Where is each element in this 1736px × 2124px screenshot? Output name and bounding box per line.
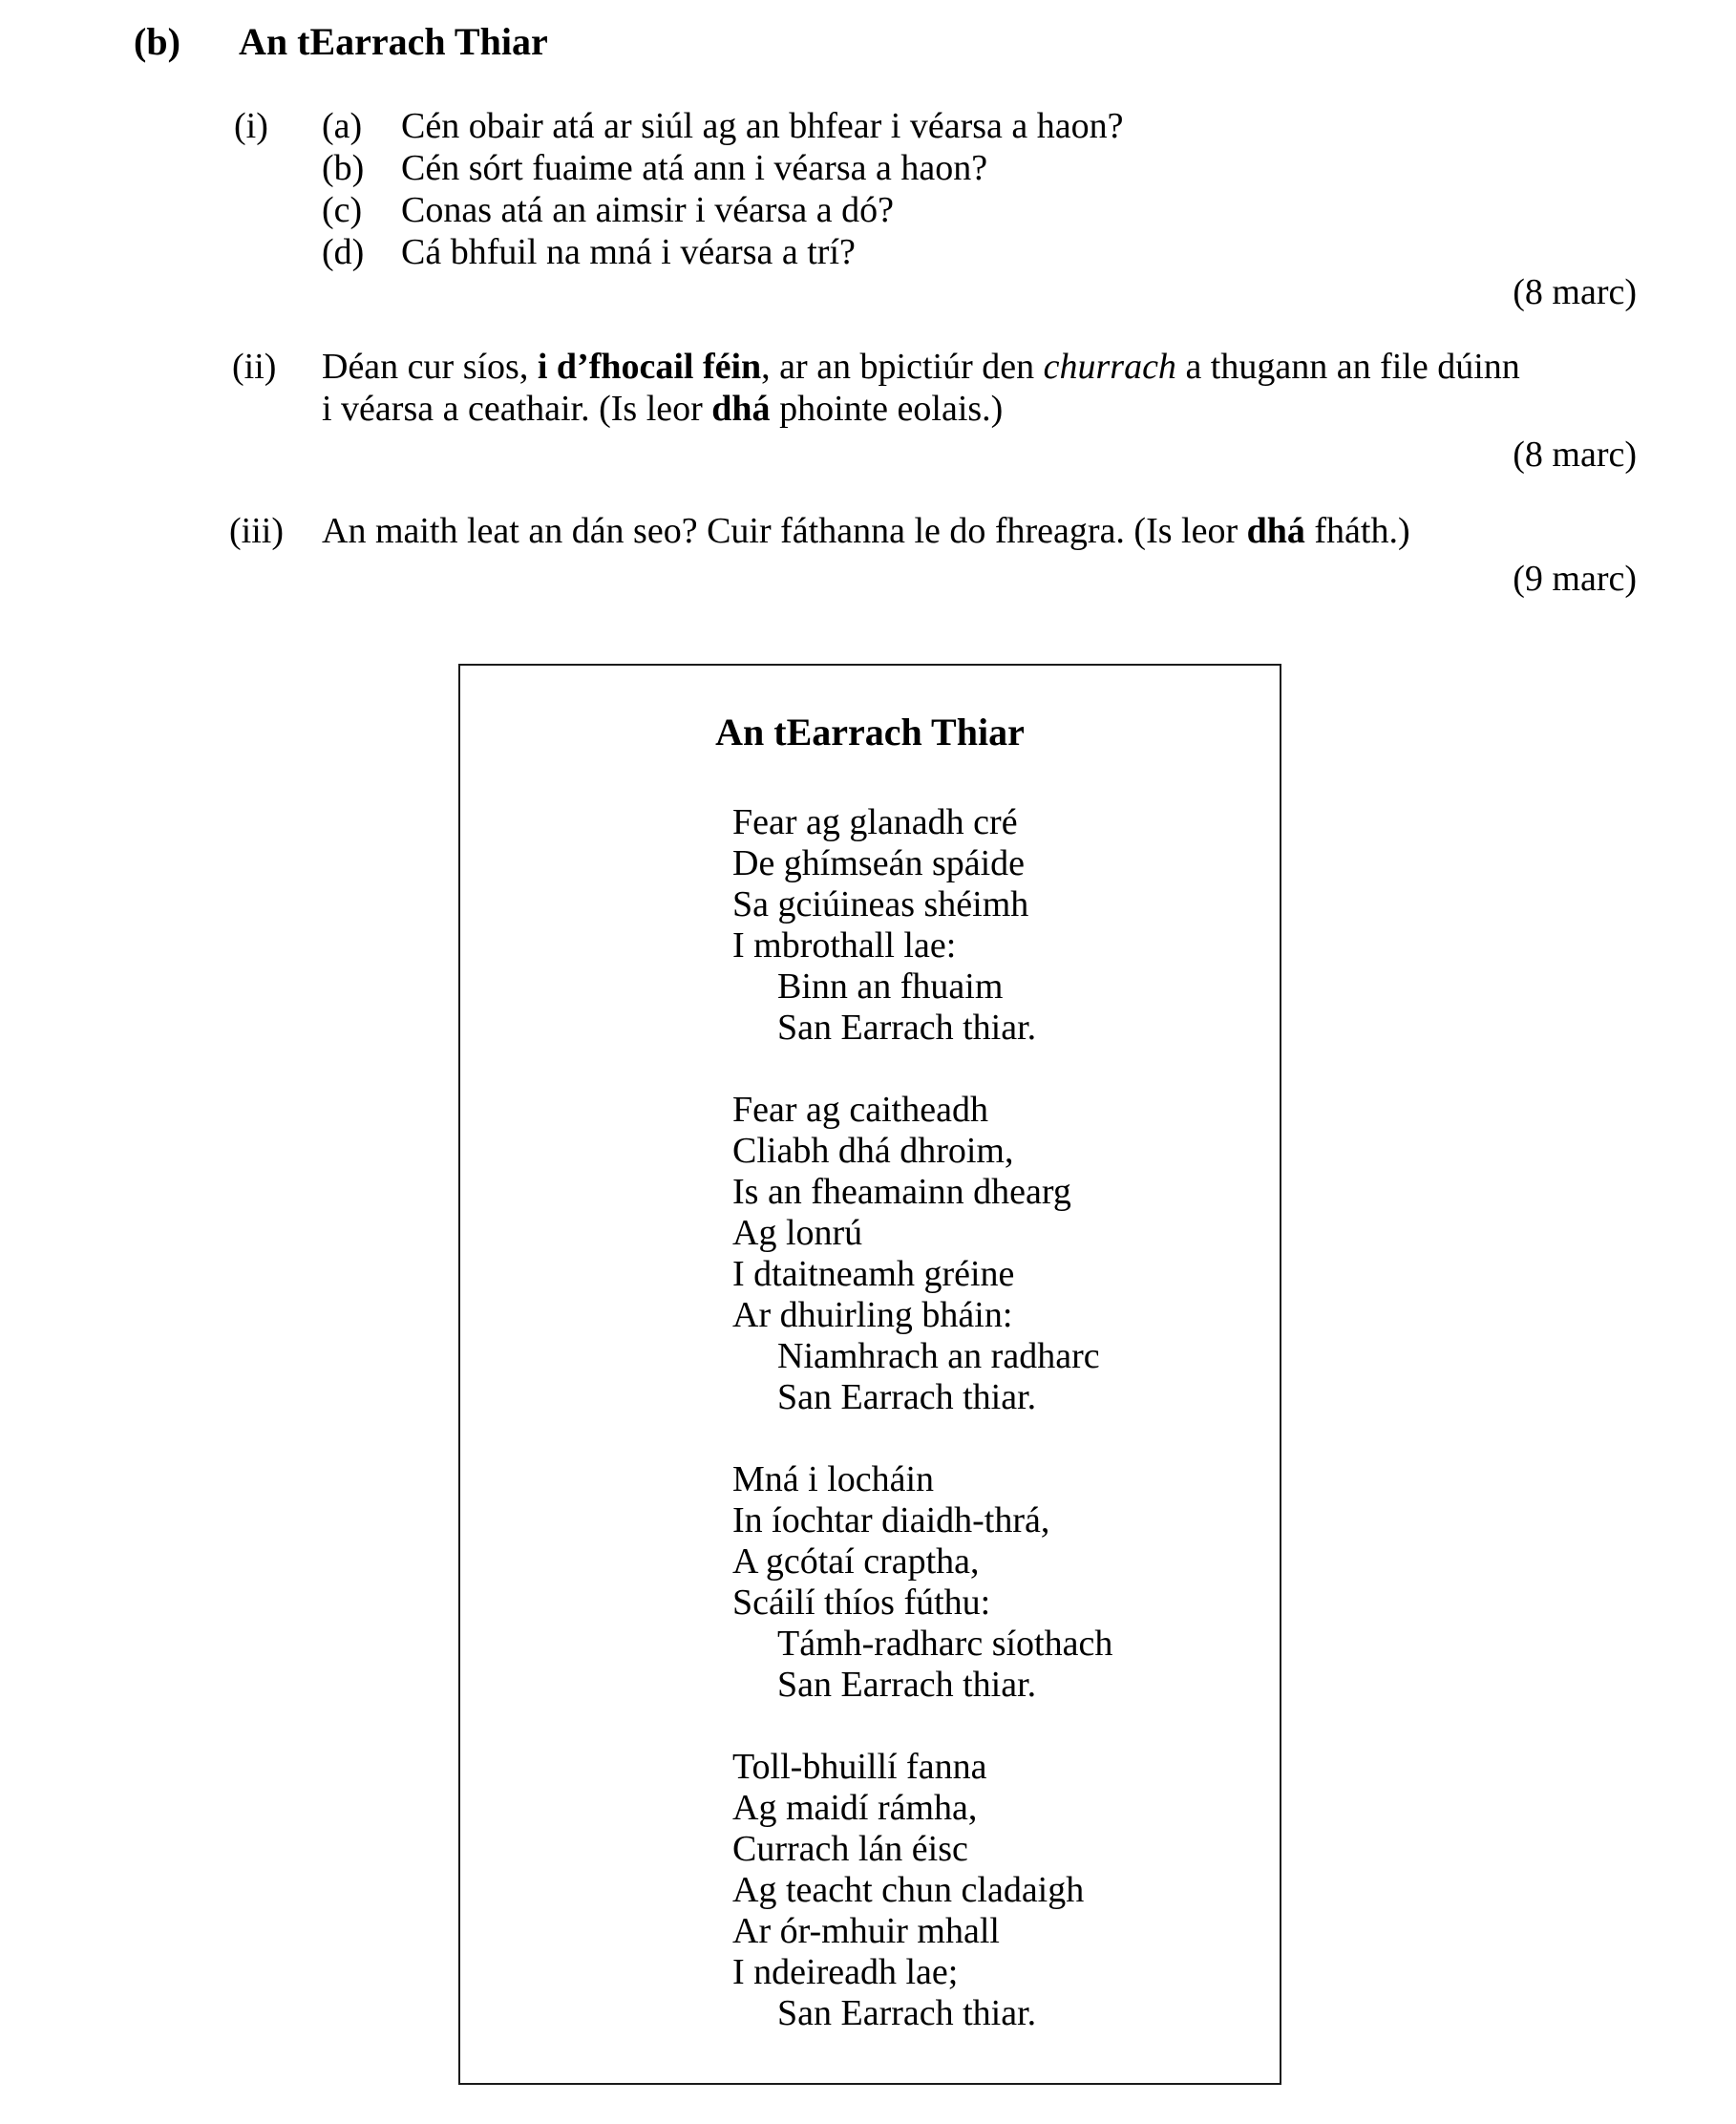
question-letter: (d) — [322, 232, 365, 272]
question-letter: (b) — [322, 148, 365, 188]
part-i-marks: (8 marc) — [1513, 272, 1637, 312]
poem-box — [458, 664, 1281, 2085]
part-ii-question — [322, 346, 1520, 430]
poem-line: Ag lonrú — [732, 1213, 863, 1253]
poem-stanza — [732, 1459, 1280, 1706]
poem-line: Ar dhuirling bháin: — [732, 1295, 1013, 1335]
question-text: Cén obair atá ar siúl ag an bhfear i véarsa a haon? — [401, 106, 1124, 146]
poem-line: Ar ór-mhuir mhall — [732, 1911, 1000, 1951]
poem-line: I ndeireadh lae; — [732, 1952, 959, 1992]
part-iii-question — [322, 510, 1410, 552]
poem-line: In íochtar diaidh-thrá, — [732, 1500, 1050, 1540]
part-iii-marks: (9 marc) — [1513, 559, 1637, 599]
part-ii-marks: (8 marc) — [1513, 435, 1637, 475]
poem-line: A gcótaí craptha, — [732, 1541, 980, 1582]
bold-text: dhá — [1246, 511, 1305, 551]
poem-body — [732, 802, 1280, 2034]
question-row — [322, 147, 1123, 189]
poem-line: San Earrach thiar. — [777, 1377, 1037, 1417]
plain-text: fháth.) — [1304, 511, 1410, 551]
part-iii-label: (iii) — [229, 511, 284, 551]
part-ii-label: (ii) — [232, 347, 277, 387]
part-ii-line-2 — [322, 388, 1520, 430]
poem-line: I mbrothall lae: — [732, 925, 957, 966]
poem-line: San Earrach thiar. — [777, 1008, 1037, 1048]
poem-line: Binn an fhuaim — [777, 966, 1004, 1007]
question-row — [322, 105, 1123, 147]
poem-line: Mná i locháin — [732, 1459, 935, 1499]
poem-line: Niamhrach an radharc — [777, 1336, 1100, 1376]
question-row — [322, 231, 1123, 273]
poem-line: San Earrach thiar. — [777, 1665, 1037, 1705]
question-letter: (a) — [322, 106, 363, 146]
question-row — [322, 189, 1123, 231]
plain-text: An maith leat an dán seo? Cuir fáthanna le do fhreagra. (Is leor — [322, 511, 1247, 551]
poem-line: I dtaitneamh gréine — [732, 1254, 1015, 1294]
poem-line: Scáilí thíos fúthu: — [732, 1582, 991, 1623]
poem-stanza — [732, 802, 1280, 1049]
poem-line: Currach lán éisc — [732, 1829, 968, 1869]
poem-stanza — [732, 1090, 1280, 1418]
poem-line: San Earrach thiar. — [777, 1993, 1037, 2033]
poem-line: Toll-bhuillí fanna — [732, 1747, 987, 1787]
part-i-label: (i) — [234, 106, 268, 146]
section-title: An tEarrach Thiar — [239, 20, 548, 63]
plain-text: Déan cur síos, — [322, 347, 538, 387]
part-ii-line-1 — [322, 346, 1520, 388]
plain-text: , ar an bpictiúr den — [761, 347, 1044, 387]
poem-line: Fear ag glanadh cré — [732, 802, 1018, 842]
plain-text: a thugann an file dúinn — [1175, 347, 1520, 387]
italic-text: churrach — [1043, 347, 1176, 387]
plain-text: i véarsa a ceathair. (Is leor — [322, 389, 712, 429]
section-label: (b) — [134, 20, 180, 63]
poem-title: An tEarrach Thiar — [715, 711, 1025, 754]
question-letter: (c) — [322, 190, 363, 230]
poem-line: De ghímseán spáide — [732, 843, 1026, 883]
poem-line: Is an fheamainn dhearg — [732, 1172, 1071, 1212]
poem-line: Támh-radharc síothach — [777, 1624, 1113, 1664]
bold-text: i d’fhocail féin — [537, 347, 762, 387]
bold-text: dhá — [711, 389, 771, 429]
question-text: Conas atá an aimsir i véarsa a dó? — [401, 190, 894, 230]
poem-line: Ag maidí rámha, — [732, 1788, 978, 1828]
question-text: Cá bhfuil na mná i véarsa a trí? — [401, 232, 856, 272]
poem-line: Cliabh dhá dhroim, — [732, 1131, 1014, 1171]
question-text: Cén sórt fuaime atá ann i véarsa a haon? — [401, 148, 988, 188]
poem-stanza — [732, 1747, 1280, 2034]
plain-text: phointe eolais.) — [770, 389, 1004, 429]
poem-line: Sa gciúineas shéimh — [732, 884, 1029, 924]
part-i-items — [322, 105, 1123, 273]
poem-line: Ag teacht chun cladaigh — [732, 1870, 1085, 1910]
poem-line: Fear ag caitheadh — [732, 1090, 988, 1130]
